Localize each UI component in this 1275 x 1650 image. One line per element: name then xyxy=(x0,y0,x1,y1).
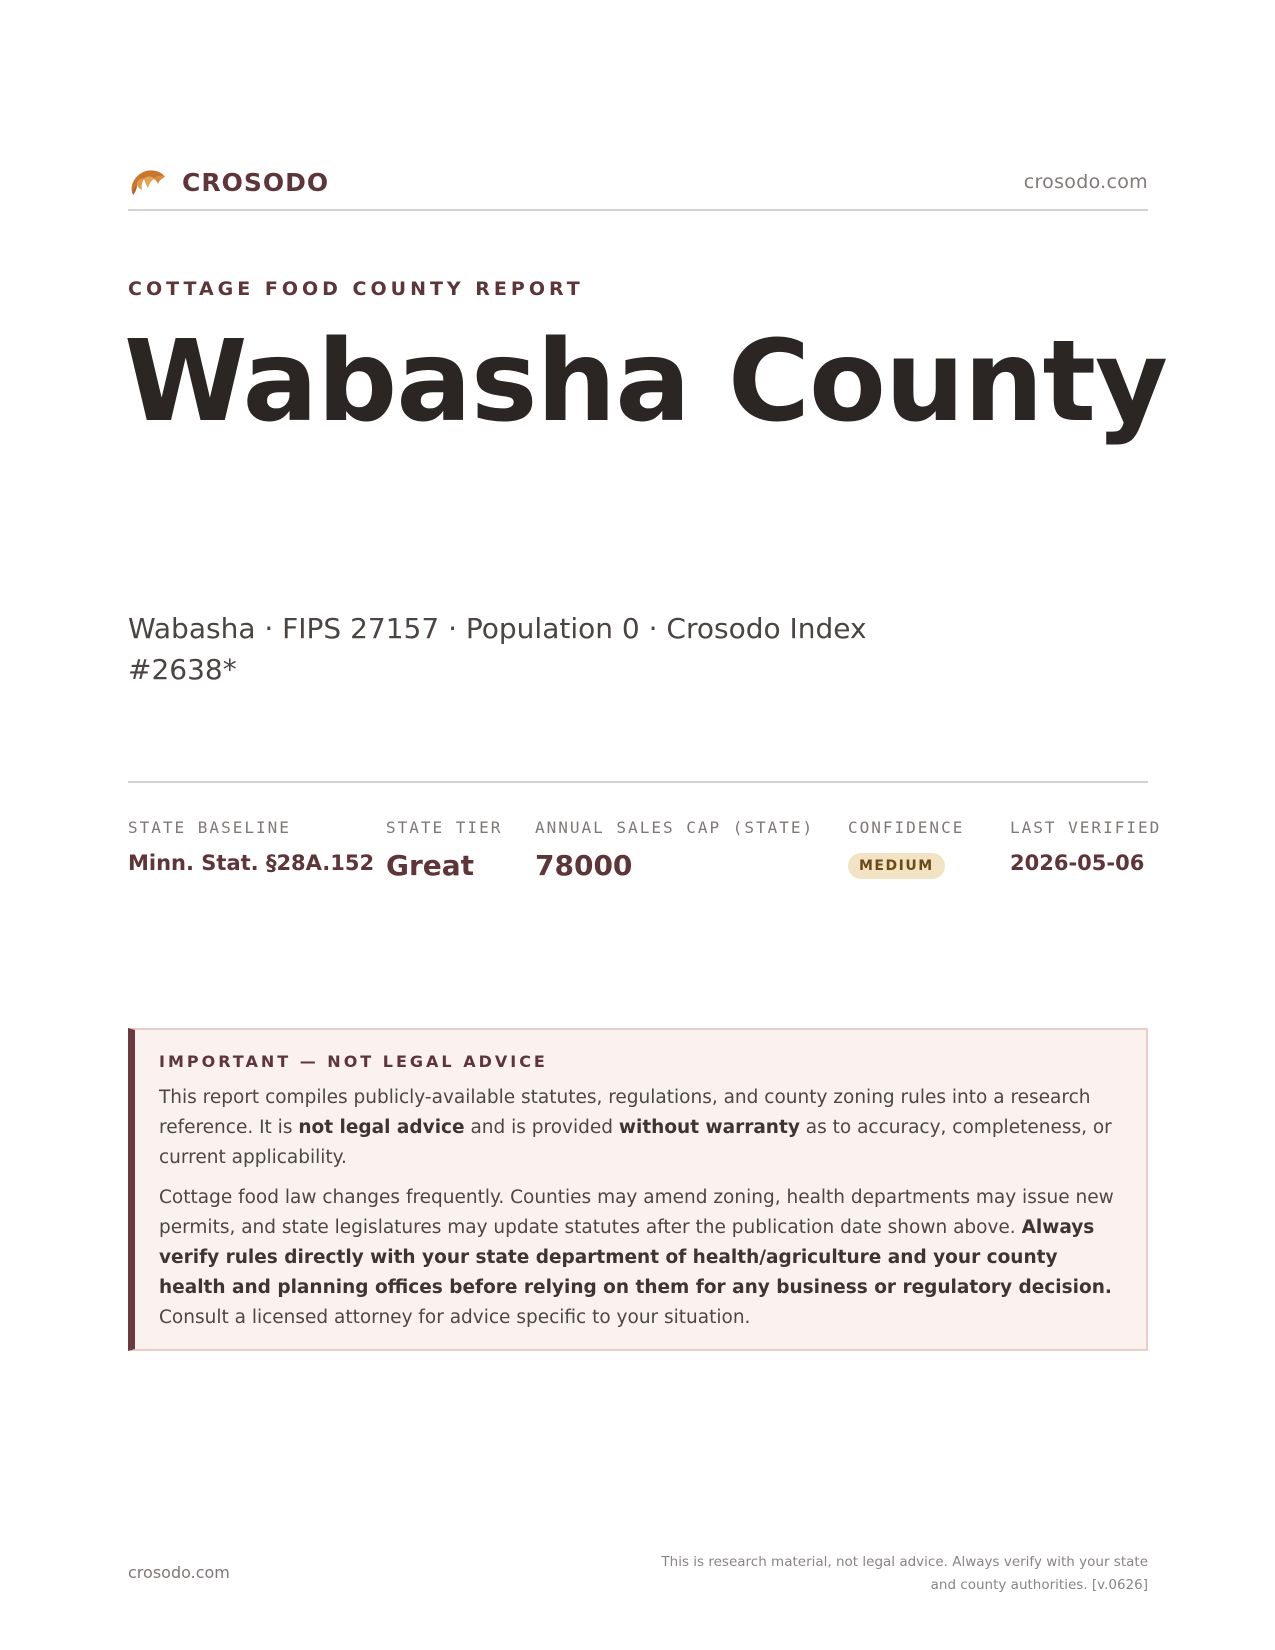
notice-heading: IMPORTANT — NOT LEGAL ADVICE xyxy=(159,1052,548,1071)
footer-url[interactable]: crosodo.com xyxy=(128,1563,230,1582)
stat-label: LAST VERIFIED xyxy=(1010,818,1162,837)
stats-divider xyxy=(128,781,1148,783)
footer-disclaimer-line: and county authorities. [v.0626] xyxy=(930,1577,1148,1593)
footer-disclaimer-line: This is research material, not legal advice. Always verify with your state xyxy=(661,1554,1148,1570)
notice-paragraph-1 xyxy=(159,1083,1122,1173)
header-url[interactable]: crosodo.com xyxy=(1023,171,1148,193)
brand-name: CROSODO xyxy=(182,167,330,197)
croissant-icon xyxy=(128,162,168,202)
notice-text: Consult a licensed attorney for advice specific to your situation. xyxy=(159,1307,751,1328)
notice-text: Cottage food law changes frequently. Counties may amend zoning, health departments may issue new permits, and state legislatures may update statutes after the publication date shown above. xyxy=(159,1187,1114,1238)
stat-sales-cap xyxy=(535,818,814,882)
stat-last-verified xyxy=(1010,818,1161,875)
page-header xyxy=(128,158,1148,206)
brand xyxy=(128,162,329,202)
notice-emphasis: not legal advice xyxy=(298,1117,465,1138)
header-divider xyxy=(128,209,1148,211)
stat-value: 78000 xyxy=(535,849,633,882)
notice-emphasis: Always verify rules directly with your state department of health/agriculture and your county health and planning offices before relying on them for any business or regulatory decision. xyxy=(159,1217,1112,1298)
notice-text: and is provided xyxy=(464,1117,619,1138)
stat-value: Great xyxy=(386,849,475,882)
county-subtitle: Wabasha · FIPS 27157 · Population 0 · Crosodo Index #2638* xyxy=(128,612,867,686)
stat-state-baseline xyxy=(128,818,374,875)
stat-label: STATE TIER xyxy=(386,818,503,837)
report-eyebrow: COTTAGE FOOD COUNTY REPORT xyxy=(128,278,584,300)
stat-label: ANNUAL SALES CAP (STATE) xyxy=(535,818,815,837)
stats-row xyxy=(128,818,1162,898)
legal-notice xyxy=(128,1028,1148,1351)
confidence-badge: MEDIUM xyxy=(848,853,945,879)
stat-state-tier xyxy=(386,818,502,882)
stat-confidence xyxy=(848,818,964,879)
notice-emphasis: without warranty xyxy=(618,1117,800,1138)
notice-text: as to accuracy, completeness, or current applicability. xyxy=(159,1117,1112,1168)
stat-value: Minn. Stat. §28A.152 xyxy=(128,851,375,875)
stat-label: STATE BASELINE xyxy=(128,818,291,837)
stat-value: 2026-05-06 xyxy=(1010,851,1145,875)
report-page xyxy=(124,0,1167,1650)
footer-disclaimer xyxy=(608,1551,1148,1597)
notice-paragraph-2 xyxy=(159,1183,1122,1333)
notice-text: This report compiles publicly-available statutes, regulations, and county zoning rules into a research reference. It is xyxy=(159,1087,1091,1138)
page-title: Wabasha County xyxy=(124,317,1167,447)
stat-label: CONFIDENCE xyxy=(848,818,965,837)
